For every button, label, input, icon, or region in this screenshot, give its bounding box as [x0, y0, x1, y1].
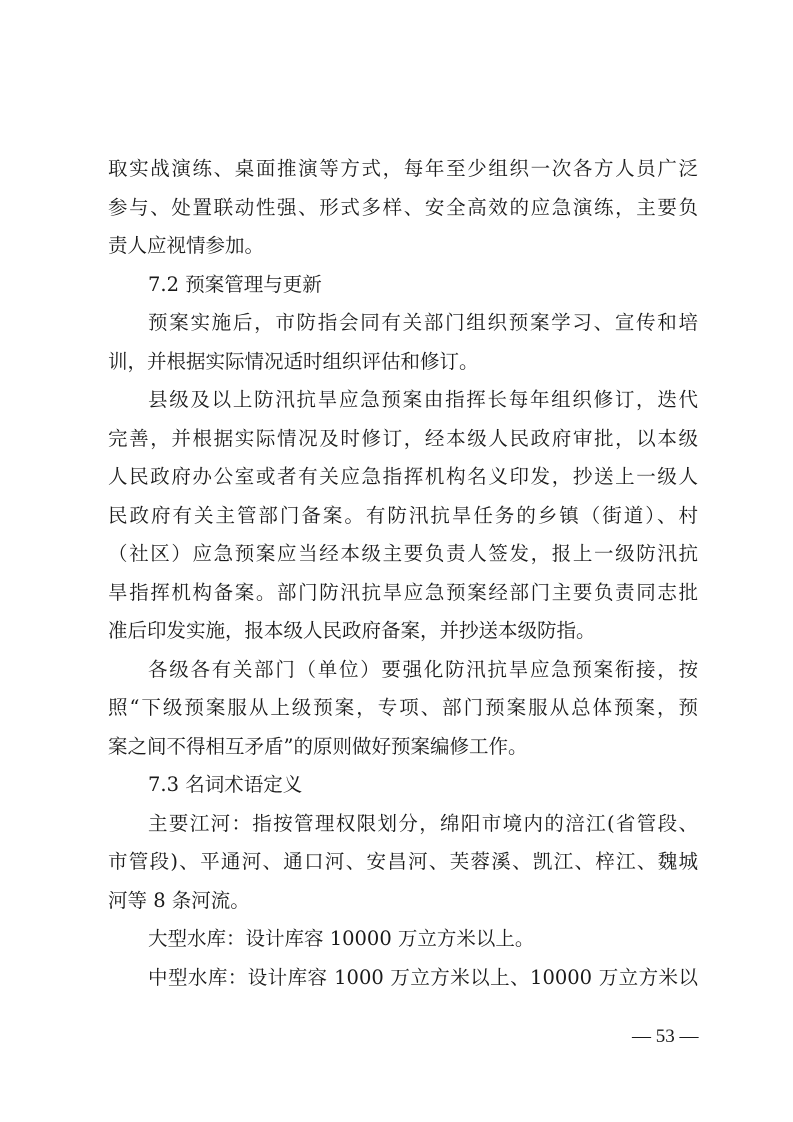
paragraph-line: 民政府有关主管部门备案。有防汛抗旱任务的乡镇（街道）、村: [108, 503, 698, 527]
paragraph-line: 照“下级预案服从上级预案，专项、部门预案服从总体预案，预: [108, 696, 698, 719]
paragraph-line: 河等 8 条河流。: [108, 888, 250, 912]
section-heading-7-2: 7.2 预案管理与更新: [148, 272, 322, 296]
paragraph-line: 县级及以上防汛抗旱应急预案由指挥长每年组织修订，迭代: [148, 388, 698, 411]
paragraph-line: 责人应视情参加。: [108, 234, 265, 257]
paragraph-line: 训，并根据实际情况适时组织评估和修订。: [108, 349, 479, 373]
paragraph-line: 大型水库：设计库容 10000 万立方米以上。: [148, 927, 535, 950]
paragraph-line: （社区）应急预案应当经本级主要负责人签发，报上一级防汛抗: [108, 542, 698, 565]
page-number: — 53 —: [632, 1026, 699, 1047]
paragraph-line: 案之间不得相互矛盾”的原则做好预案编修工作。: [108, 734, 528, 758]
paragraph-line: 准后印发实施，报本级人民政府备案，并抄送本级防指。: [108, 619, 596, 642]
paragraph-line: 各级各有关部门（单位）要强化防汛抗旱应急预案衔接，按: [148, 657, 698, 681]
section-heading-7-3: 7.3 名词术语定义: [148, 773, 303, 796]
paragraph-line: 参与、处置联动性强、形式多样、安全高效的应急演练，主要负: [108, 195, 698, 219]
paragraph-line: 预案实施后，市防指会同有关部门组织预案学习、宣传和培: [148, 311, 698, 334]
paragraph-line: 旱指挥机构备案。部门防汛抗旱应急预案经部门主要负责同志批: [108, 580, 698, 604]
paragraph-line: 取实战演练、桌面推演等方式，每年至少组织一次各方人员广泛: [108, 157, 698, 180]
paragraph-line: 完善，并根据实际情况及时修订，经本级人民政府审批，以本级: [108, 426, 698, 450]
document-body: [108, 150, 698, 997]
paragraph-line: 主要江河：指按管理权限划分，绵阳市境内的涪江(省管段、: [148, 811, 698, 835]
paragraph-line: 市管段)、平通河、通口河、安昌河、芙蓉溪、凯江、梓江、魏城: [108, 850, 698, 873]
paragraph-line: 中型水库：设计库容 1000 万立方米以上、10000 万立方米以: [148, 965, 698, 989]
paragraph-line: 人民政府办公室或者有关应急指挥机构名义印发，抄送上一级人: [108, 465, 698, 488]
